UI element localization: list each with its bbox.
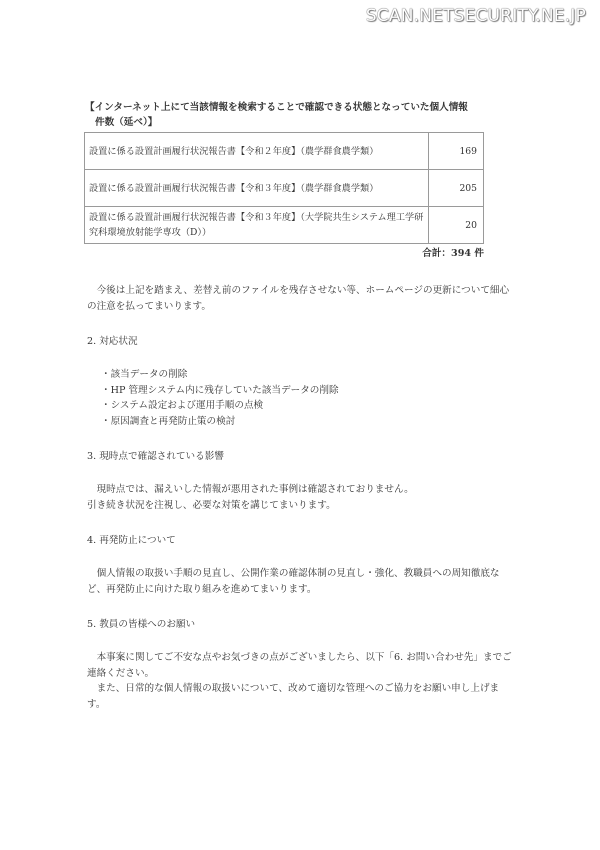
request-paragraph: また、日常的な個人情報の取扱いについて、改めて適切な管理へのご協力をお願い申し上げます。	[87, 683, 500, 710]
section-heading-response: 2. 対応状況	[87, 336, 138, 347]
document-page	[87, 100, 517, 712]
list-item: ・ HP 管理システム内に残存していた該当データの削除	[101, 383, 517, 399]
prevention-text	[87, 566, 517, 597]
list-item: ・ システム設定および運用手順の点検	[101, 398, 517, 414]
section-heading-prevention: 4. 再発防止について	[87, 535, 176, 546]
prevention-paragraph: 個人情報の取扱い手順の見直し、公開作業の確認体制の見直し・強化、教職員への周知徹底など、再発防止に向けた取り組みを進めてまいります。	[87, 568, 500, 595]
table-cell-description: 設置に係る設置計画履行状況報告書【令和３年度】（大学院共生システム理工学研究科環境放射能学専攻（D））	[85, 207, 429, 244]
table-row	[85, 207, 484, 244]
request-text	[87, 650, 517, 712]
table-caption-line1: 【インターネット上にて当該情報を検索することで確認できる状態となっていた個人情報	[85, 102, 468, 113]
table-cell-description: 設置に係る設置計画履行状況報告書【令和２年度】（農学群食農学類）	[85, 133, 429, 170]
table-total: 合計：394 件	[422, 248, 484, 259]
table-caption-line2: 件数（延べ）】	[95, 117, 158, 128]
list-item: ・ 原因調査と再発防止策の検討	[101, 414, 517, 430]
response-list	[101, 367, 517, 429]
intro-paragraph: 今後は上記を踏まえ、差替え前のファイルを残存させない等、ホームページの更新について細心の注意を払ってまいります。	[87, 285, 510, 312]
impact-line: 引き続き状況を注視し、必要な対策を講じてまいります。	[87, 499, 336, 511]
impact-text	[87, 482, 517, 513]
section-heading-impact: 3. 現時点で確認されている影響	[87, 451, 224, 462]
table-caption	[85, 100, 517, 130]
table-row	[85, 133, 484, 170]
impact-line: 現時点では、漏えいした情報が悪用された事例は確認されておりません。	[96, 484, 414, 495]
section-heading-request: 5. 教員の皆様へのお願い	[87, 619, 196, 630]
request-paragraph: 本事案に関してご不安な点やお気づきの点がございましたら、以下「6. お問い合わせ先」までご連絡ください。	[87, 652, 512, 679]
table-cell-description: 設置に係る設置計画履行状況報告書【令和３年度】（農学群食農学類）	[85, 170, 429, 207]
table-cell-count: 205	[429, 170, 484, 207]
table-cell-count: 20	[429, 207, 484, 244]
table-row	[85, 170, 484, 207]
table-cell-count: 169	[429, 133, 484, 170]
list-item: ・ 該当データの削除	[101, 367, 517, 383]
personal-info-count-table	[84, 132, 484, 244]
site-watermark: SCAN.NETSECURITY.NE.JP	[365, 6, 586, 26]
